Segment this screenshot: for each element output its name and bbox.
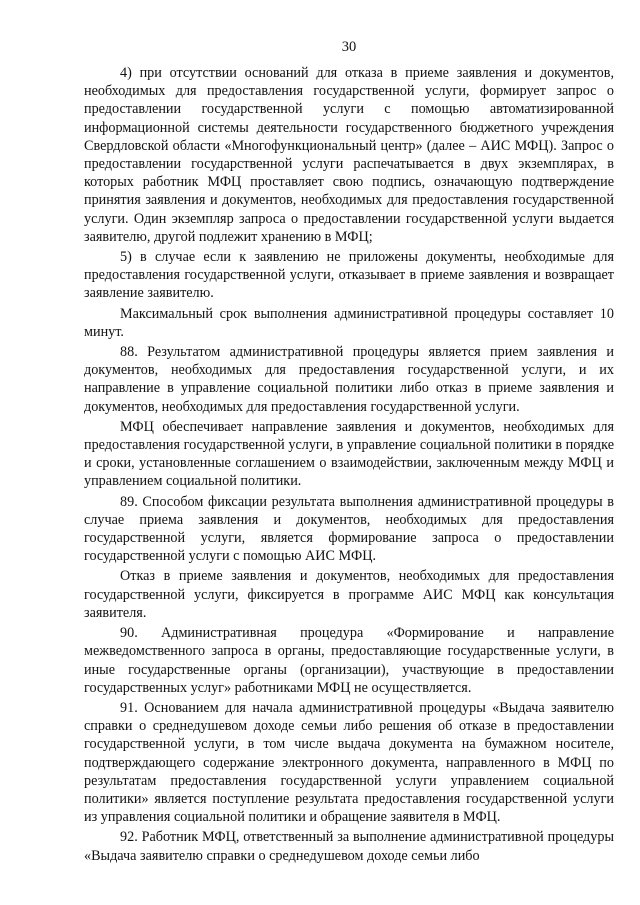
paragraph-item-5: 5) в случае если к заявлению не приложены документы, необходимые для предоставления государственной услуги, отказывает в приеме заявления и возвращает заявление заявителю. <box>84 249 614 302</box>
paragraph-92: 92. Работник МФЦ, ответственный за выполнение административной процедуры «Выдача заявителю справки о среднедушевом доходе семьи либо <box>84 829 614 864</box>
paragraph-88: 88. Результатом административной процедуры является прием заявления и документов, необходимых для предоставления государственной услуги, и их направление в управление социальной политики либо отказ в приеме заявления и документов, необходимых для предоставления государственной услуги. <box>84 344 614 415</box>
paragraph-mfc-direction: МФЦ обеспечивает направление заявления и документов, необходимых для предоставления государственной услуги, в управление социальной политики в порядке и сроки, установленные соглашением о взаимодействии, заключенным между МФЦ и управлением социальной политики. <box>84 418 614 490</box>
paragraph-max-time: Максимальный срок выполнения административной процедуры составляет 10 минут. <box>84 305 614 340</box>
paragraph-91: 91. Основанием для начала административной процедуры «Выдача заявителю справки о среднедушевом доходе семьи либо решения об отказе в предоставлении государственной услуги, в том числе выдача документа на бумажном носителе, подтверждающего содержание электронного документа, направленного в МФЦ по результатам предоставления государственной услуги управлением социальной политики» является поступление результата предоставления государственной услуги из управления социальной политики и обращение заявителя в МФЦ. <box>84 699 614 826</box>
paragraph-89: 89. Способом фиксации результата выполнения административной процедуры в случае приема заявления и документов, необходимых для предоставления государственной услуги, является формирование запроса о предоставлении государственной услуги с помощью АИС МФЦ. <box>84 493 614 565</box>
paragraph-90: 90. Административная процедура «Формирование и направление межведомственного запроса в органы, предоставляющие государственные услуги, в иные государственные органы (организации), участвующие в предоставлении государственных услуг» работниками МФЦ не осуществляется. <box>84 625 614 696</box>
paragraph-item-4: 4) при отсутствии оснований для отказа в приеме заявления и документов, необходимых для предоставления государственной услуги, формирует запрос о предоставлении государственной услуги с помощью автоматизированной информационной системы деятельности государственного бюджетного учреждения Свердловской области «Многофункциональный центр» (далее – АИС МФЦ). Запрос о предоставлении государственной услуги распечатывается в двух экземплярах, в которых работник МФЦ проставляет свою подпись, означающую подтверждение принятия заявления и документов, необходимых для предоставления государственной услуги. Один экземпляр запроса о предоставлении государственной услуги выдается заявителю, другой подлежит хранению в МФЦ; <box>84 65 614 245</box>
page-number: 30 <box>341 39 357 55</box>
paragraph-refusal: Отказ в приеме заявления и документов, необходимых для предоставления государственной услуги, фиксируется в программе АИС МФЦ как консультация заявителя. <box>84 568 614 621</box>
